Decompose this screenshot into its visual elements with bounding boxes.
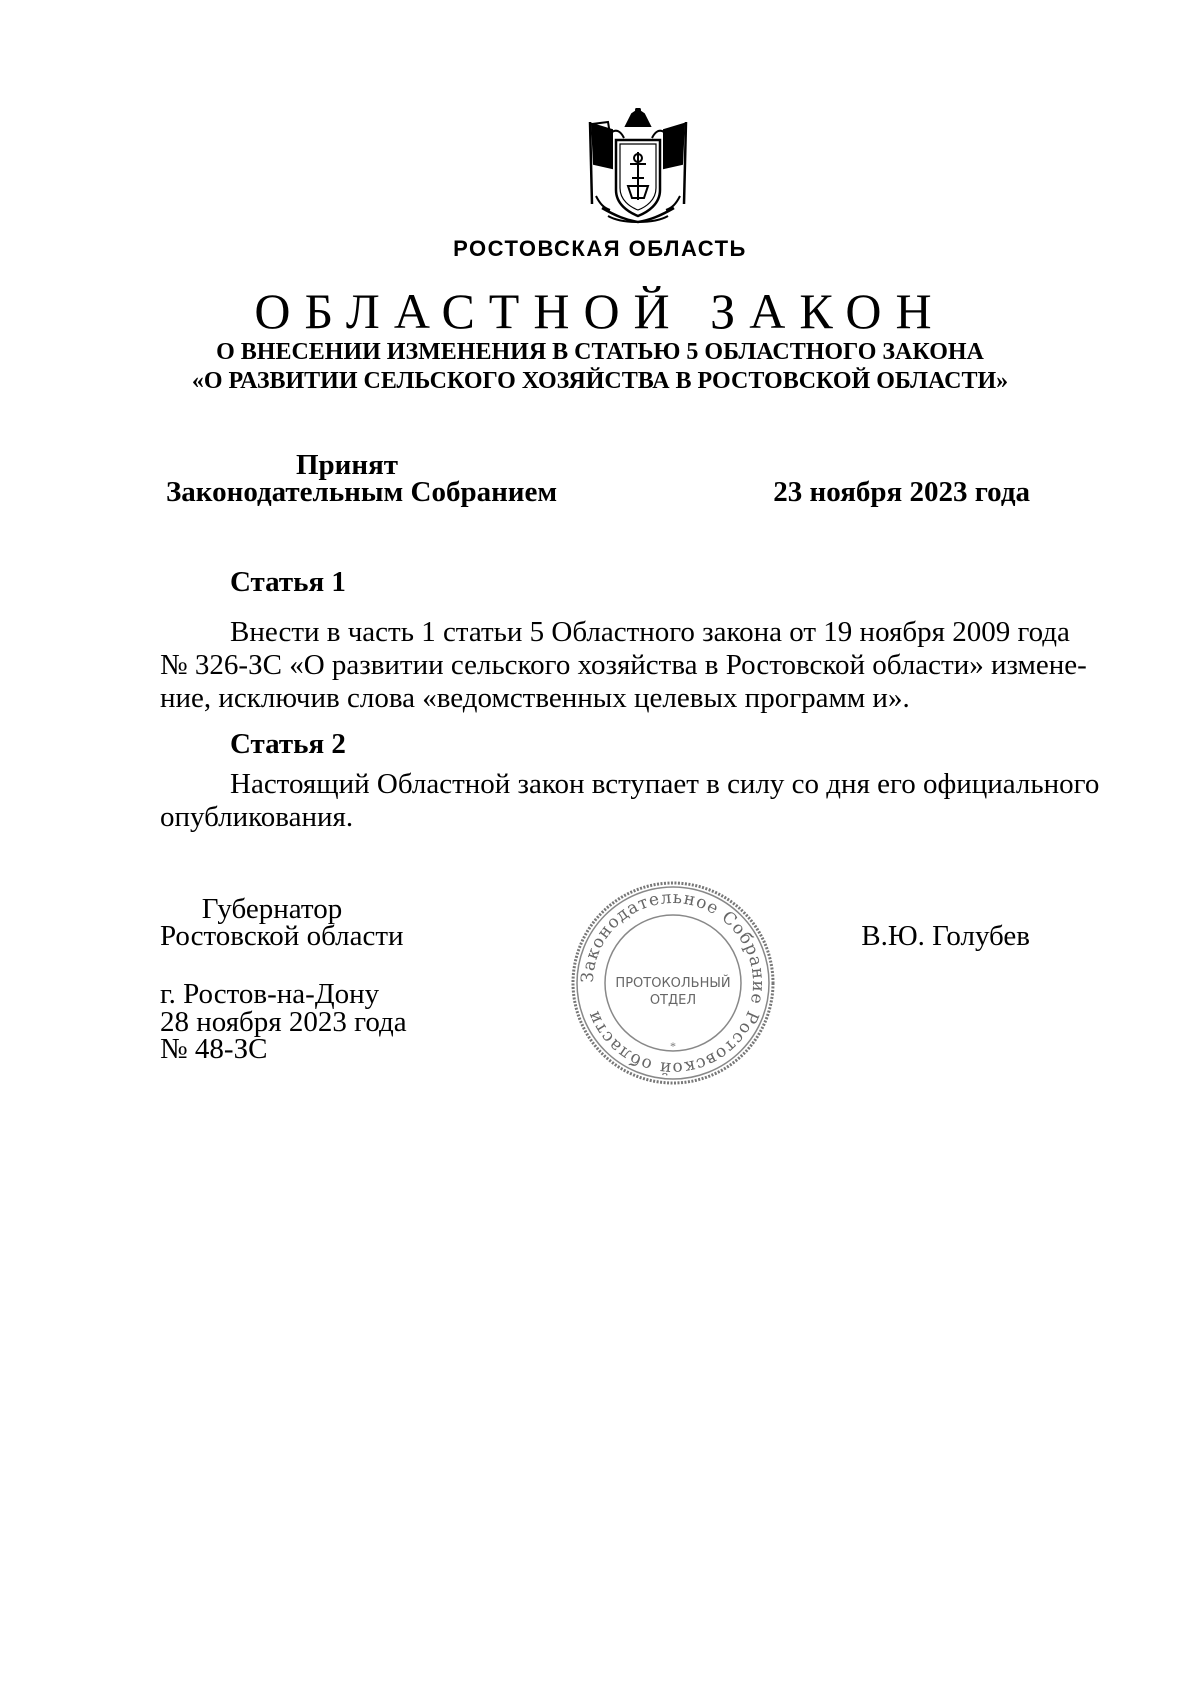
official-stamp [570,880,776,1086]
stamp-inner-line-2: ОТДЕЛ [649,993,697,1008]
signer-name: В.Ю. Голубев [861,920,1030,952]
stamp-inner-line-1: ПРОТОКОЛЬНЫЙ [615,976,731,991]
article-1-line-2: № 326-ЗС «О развитии сельского хозяйства в Ростовской области» измене- [160,649,1087,681]
adopted-label: Принят [296,449,399,481]
article-2-heading: Статья 2 [230,728,346,760]
law-title-line-2: «О РАЗВИТИИ СЕЛЬСКОГО ХОЗЯЙСТВА В РОСТОВСКОЙ ОБЛАСТИ» [191,368,1009,394]
signing-date: 28 ноября 2023 года [160,1006,407,1038]
signer-position-line-2: Ростовской области [160,920,404,952]
stamp-star-icon: * [670,1039,676,1053]
law-number: № 48-ЗС [160,1033,268,1065]
adopted-by-label: Законодательным Собранием [166,476,558,508]
article-2-line-2: опубликования. [160,801,354,833]
law-type-heading: ОБЛАСТНОЙ ЗАКОН [254,283,946,339]
region-name: РОСТОВСКАЯ ОБЛАСТЬ [453,236,747,261]
stamp-outer-text: Законодательное Собрание Ростовской области [577,887,769,1079]
article-2-line-1: Настоящий Областной закон вступает в силу со дня его официального [230,768,1100,800]
law-title-line-1: О ВНЕСЕНИИ ИЗМЕНЕНИЯ В СТАТЬЮ 5 ОБЛАСТНОГО ЗАКОНА [216,339,984,365]
coat-of-arms-icon [582,108,694,230]
signer-position-line-1: Губернатор [201,893,343,925]
article-1-line-1: Внести в часть 1 статьи 5 Областного закона от 19 ноября 2009 года [230,616,1070,648]
adoption-date: 23 ноября 2023 года [773,476,1030,508]
article-1-line-3: ние, исключив слова «ведомственных целевых программ и». [160,682,910,714]
article-1-heading: Статья 1 [230,566,346,598]
place-of-signing: г. Ростов-на-Дону [160,978,380,1010]
